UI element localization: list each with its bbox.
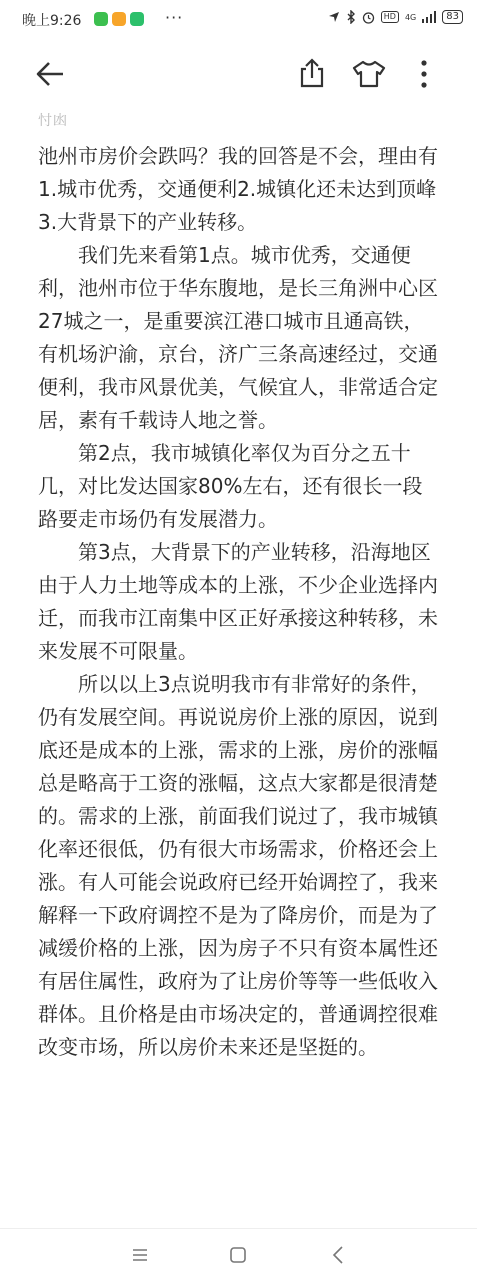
navigation-bar xyxy=(0,1228,477,1281)
article-body xyxy=(38,140,442,1064)
home-icon[interactable] xyxy=(228,1243,248,1267)
location-icon xyxy=(328,11,340,23)
share-icon[interactable] xyxy=(298,58,326,88)
orange-app-icon xyxy=(112,12,126,26)
network-label: 4G xyxy=(404,12,417,22)
status-bar xyxy=(0,0,477,40)
more-vertical-icon[interactable] xyxy=(418,58,430,90)
battery-indicator: 83 xyxy=(442,10,463,24)
article-paragraph: 第3点，大背景下的产业转移，沿海地区由于人力土地等成本的上涨，不少企业选择内迁，而我市江南集中区正好承接这种转移，未来发展不可限量。 xyxy=(38,540,438,663)
notification-icons xyxy=(94,12,144,26)
shield-app-icon xyxy=(130,12,144,26)
status-time: 晚上9:26 xyxy=(22,13,82,29)
menu-icon[interactable] xyxy=(130,1243,150,1267)
author-name: 忖凼 xyxy=(38,113,68,129)
top-toolbar xyxy=(0,48,477,100)
more-notifications-icon: ··· xyxy=(165,8,184,27)
signal-icon xyxy=(422,11,436,23)
nav-back-icon[interactable] xyxy=(328,1243,348,1267)
article-paragraph: 我们先来看第1点。城市优秀，交通便利，池州市位于华东腹地，是长三角洲中心区27城之一，是重要滨江港口城市且通高铁，有机场沪渝，京台，济广三条高速经过，交通便利，我市风景优美，气候宜人，非常适合定居，素有千载诗人地之誉。 xyxy=(38,243,438,432)
back-arrow-icon[interactable] xyxy=(36,60,66,88)
tshirt-icon[interactable] xyxy=(352,60,386,88)
article-paragraph: 池州市房价会跌吗？我的回答是不会，理由有1.城市优秀，交通便利2.城镇化还未达到顶峰3.大背景下的产业转移。 xyxy=(38,144,438,234)
alarm-icon xyxy=(362,11,375,24)
article-paragraph: 所以以上3点说明我市有非常好的条件，仍有发展空间。再说说房价上涨的原因，说到底还是成本的上涨，需求的上涨，房价的涨幅总是略高于工资的涨幅，这点大家都是很清楚的。需求的上涨，前面我们说过了，我市城镇化率还很低，仍有很大市场需求，价格还会上涨。有人可能会说政府已经开始调控了，我来解释一下政府调控不是为了降房价，而是为了减缓价格的上涨，因为房子不只有资本属性还有居住属性，政府为了让房价等等一些低收入群体。且价格是由市场决定的，普通调控很难改变市场，所以房价未来还是坚挺的。 xyxy=(38,672,438,1059)
article-paragraph: 第2点，我市城镇化率仅为百分之五十几，对比发达国家80%左右，还有很长一段路要走市场仍有发展潜力。 xyxy=(38,441,423,531)
hd-icon: HD xyxy=(381,11,399,23)
bluetooth-icon xyxy=(346,10,356,24)
system-icons xyxy=(328,10,463,24)
wechat-icon xyxy=(94,12,108,26)
